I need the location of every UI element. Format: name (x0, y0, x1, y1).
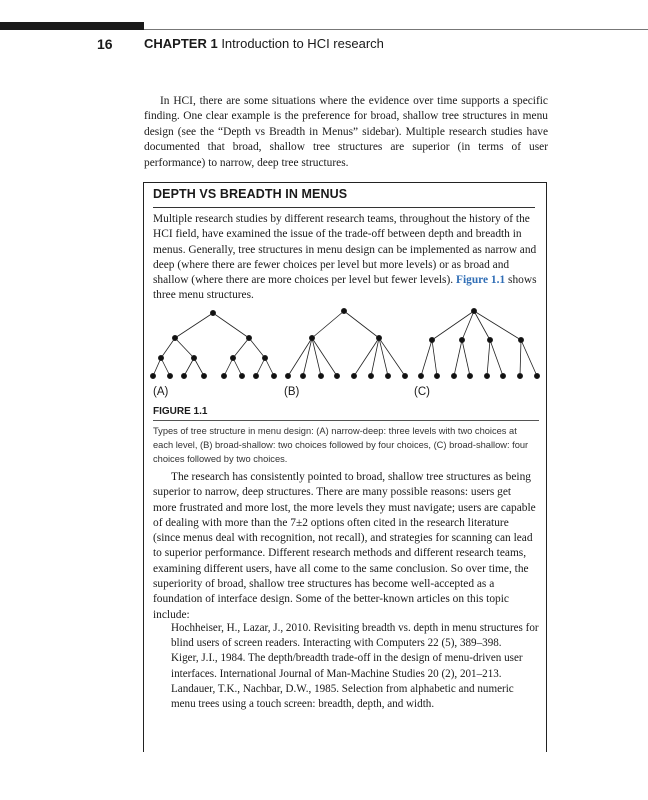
tree-node (230, 355, 235, 360)
tree-node (451, 373, 456, 378)
tree-edge (490, 340, 503, 376)
tree-edge (312, 338, 321, 376)
tree-node (239, 373, 244, 378)
tree-node (271, 373, 276, 378)
tree-node (172, 335, 177, 340)
tree-node (309, 335, 314, 340)
tree-node (210, 310, 215, 315)
tree-node (418, 373, 423, 378)
tree-node (484, 373, 489, 378)
tree-node (246, 335, 251, 340)
chapter-header (144, 36, 384, 51)
header-black-bar (0, 22, 144, 30)
tree-node (158, 355, 163, 360)
tree-edge (213, 313, 249, 338)
tree-edge (265, 358, 274, 376)
tree-node (201, 373, 206, 378)
tree-edge (161, 358, 170, 376)
tree-edge (175, 313, 213, 338)
tree-node (262, 355, 267, 360)
panel-label-c: (C) (414, 386, 430, 398)
tree-structure-figure (144, 301, 544, 391)
tree-node (385, 373, 390, 378)
tree-node (500, 373, 505, 378)
tree-edge (175, 338, 194, 358)
tree-node (351, 373, 356, 378)
tree-edge (521, 340, 537, 376)
tree-edge (303, 338, 312, 376)
tree-edge (421, 340, 432, 376)
tree-b-broad-shallow (285, 308, 407, 378)
sidebar-title-rule (153, 207, 535, 208)
tree-node (402, 373, 407, 378)
tree-node (334, 373, 339, 378)
sidebar-paragraph-1 (153, 212, 539, 304)
sidebar-box (143, 182, 547, 752)
header-rule (144, 29, 648, 30)
tree-node (467, 373, 472, 378)
tree-edge (474, 311, 521, 340)
chapter-title: Introduction to HCI research (221, 36, 384, 51)
tree-edge (474, 311, 490, 340)
sidebar-title: DEPTH VS BREADTH IN MENUS (153, 187, 348, 201)
panel-label-a: (A) (153, 386, 169, 398)
tree-node (300, 373, 305, 378)
figure-caption: Types of tree structure in menu design: (A) narrow-deep: three levels with two choices at each level, (B) broad-shallow: two choices followed by four choices, (C) broad-shallow: four choices followed by two choices. (153, 426, 529, 464)
reference-item: Hochheiser, H., Lazar, J., 2010. Revisiting breadth vs. depth in menu structures for blind users of screen readers. Interacting with Computers 22 (5), 389–398. (171, 622, 539, 650)
tree-edge (194, 358, 204, 376)
figure-label: FIGURE 1.1 (153, 406, 208, 417)
tree-edge (233, 358, 242, 376)
tree-edge (454, 340, 462, 376)
tree-a-narrow-deep (150, 310, 276, 378)
tree-edge (312, 338, 337, 376)
tree-node (150, 373, 155, 378)
tree-edge (520, 340, 521, 376)
intro-paragraph: In HCI, there are some situations where the evidence over time supports a specific finding. One clear example is the preference for broad, shallow tree structures in menu design (see the “Depth vs Breadth in Menus” sidebar). Multiple research studies have documented that broad, shallow tree structures are superior (in terms of user performance) to narrow, deep tree structures. (144, 95, 548, 169)
reference-item: Kiger, J.I., 1984. The depth/breadth trade-off in the design of menu-driven user interfaces. International Journal of Man-Machine Studies 20 (2), 201–213. (171, 652, 523, 680)
tree-node (167, 373, 172, 378)
tree-edge (233, 338, 249, 358)
sidebar-paragraph-1-text: Multiple research studies by different research teams, throughout the history of the HCI field, have examined the issue of the trade-off between depth and breadth in menus. Generally, tree structures in menu design can be implemented as narrow and deep (where there are fewer choices per level but more levels) or as broad and shallow (where there are more choices per level but fewer levels). (153, 213, 537, 287)
tree-node (253, 373, 258, 378)
tree-node (487, 337, 492, 342)
reference-list (171, 621, 539, 712)
caption-rule (153, 420, 539, 421)
figure-reference-link[interactable]: Figure 1.1 (456, 274, 506, 287)
reference-item: Landauer, T.K., Nachbar, D.W., 1985. Selection from alphabetic and numeric menu trees using a touch screen: breadth, depth, and width. (171, 682, 514, 711)
tree-node (517, 373, 522, 378)
page-number: 16 (97, 36, 113, 52)
tree-node (459, 337, 464, 342)
chapter-label: CHAPTER 1 (144, 36, 218, 51)
tree-node (221, 373, 226, 378)
tree-node (318, 373, 323, 378)
tree-edge (432, 340, 437, 376)
tree-edge (184, 358, 194, 376)
tree-node (429, 337, 434, 342)
tree-edge (312, 311, 344, 338)
tree-node (434, 373, 439, 378)
tree-node (534, 373, 539, 378)
tree-edge (161, 338, 175, 358)
tree-edge (288, 338, 312, 376)
tree-node (181, 373, 186, 378)
tree-edge (379, 338, 405, 376)
tree-edge (256, 358, 265, 376)
tree-node (341, 308, 346, 313)
tree-edge (462, 340, 470, 376)
tree-edge (224, 358, 233, 376)
sidebar-paragraph-2: The research has consistently pointed to broad, shallow tree structures as being superior to narrow, deep structures. There are many possible reasons: users get more frustrated and more lost, the more levels they must navigate; users are capable of dealing with more than the 7±2 options often cited in the research literature (since menus deal with recognition, not recall), and strategies for scanning can lead to superior performance. Different research methods and different research teams, examining different users, have all come to the same conclusion. So over time, the superiority of broad, shallow tree structures has become well-accepted as a foundation of interface design. Some of the better-known articles on this topic include: (153, 471, 536, 621)
panel-label-b: (B) (284, 386, 300, 398)
tree-edge (487, 340, 490, 376)
tree-edge (379, 338, 388, 376)
tree-edge (249, 338, 265, 358)
tree-node (518, 337, 523, 342)
tree-node (191, 355, 196, 360)
tree-node (471, 308, 476, 313)
tree-edge (344, 311, 379, 338)
sidebar-paragraph-1-tail: shows three menu structures. (153, 274, 537, 302)
tree-node (376, 335, 381, 340)
tree-c-broad-shallow (418, 308, 539, 378)
tree-node (368, 373, 373, 378)
tree-node (285, 373, 290, 378)
